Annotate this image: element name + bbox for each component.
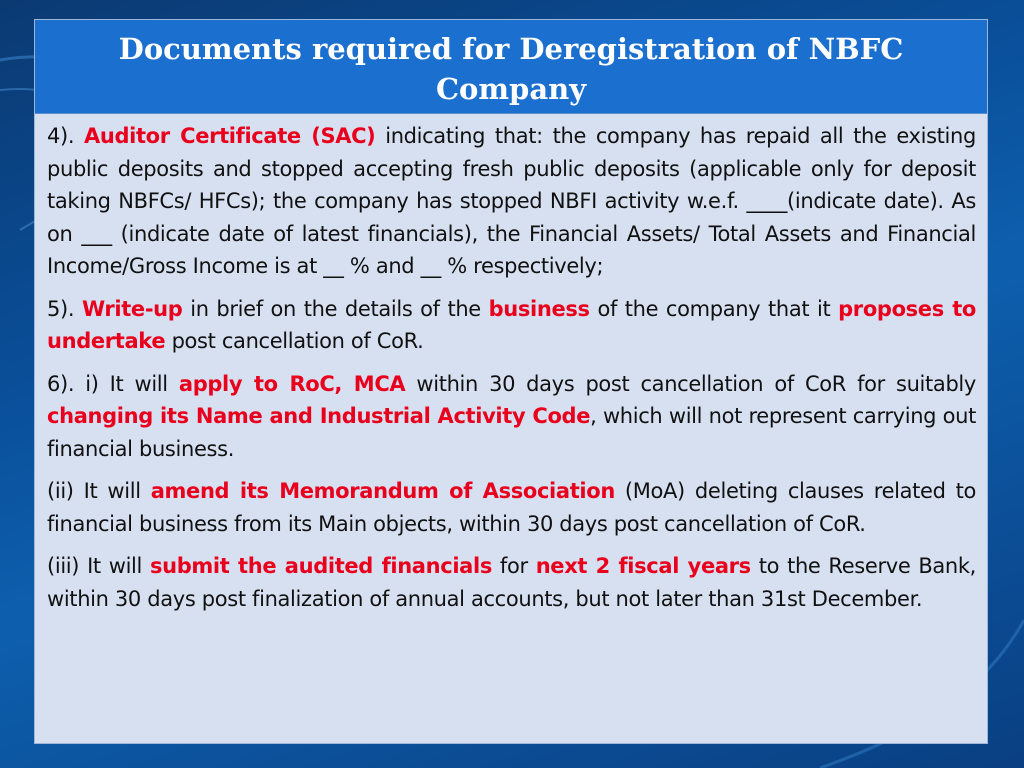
text-segment: to the Reserve Bank, within 30 days post finalization of annual accounts, but not later than 31st December.: [47, 554, 976, 611]
highlight-apply-roc: apply to RoC, MCA: [178, 371, 406, 396]
text-segment: post cancellation of CoR.: [165, 329, 424, 353]
paragraph-submit-financials: [47, 550, 976, 615]
text-segment: (MoA) deleting clauses related to financial business from its Main objects, within 30 days post cancellation of CoR.: [47, 479, 976, 536]
text-segment: , which will not represent carrying out financial business.: [47, 404, 976, 461]
text-segment: within 30 days post cancellation of CoR for suitably: [405, 371, 976, 396]
slide-title: Documents required for Deregistration of NBFC Company: [118, 31, 904, 106]
text-segment: of the company that it: [589, 296, 839, 321]
highlight-write-up: Write-up: [81, 296, 183, 321]
paragraph-amend-moa: [47, 475, 976, 540]
slide-frame: [34, 19, 988, 744]
text-segment: in brief on the details of the: [182, 296, 489, 321]
paragraph-auditor-certificate: [47, 120, 976, 283]
highlight-business: business: [488, 296, 590, 321]
text-segment: (iii) It will: [47, 554, 150, 578]
text-segment: for: [492, 554, 536, 578]
highlight-submit-financials: submit the audited financials: [149, 554, 492, 578]
text-segment: 6). i) It will: [47, 371, 179, 396]
paragraph-write-up: [47, 293, 976, 358]
highlight-next-2-fiscal-years: next 2 fiscal years: [535, 554, 751, 578]
text-segment: indicating that: the company has repaid all the existing public deposits and stopped accepting fresh public deposits (applicable only for deposit taking NBFCs/ HFCs); the company has stopped NBFI activity w.e.f. ____(indicate date). As on ___ (indicate date of latest financials), the Financial Assets/ Total Assets and Financial Income/Gross Income is at __ % and __ % respectively;: [47, 124, 976, 278]
highlight-auditor-certificate: Auditor Certificate (SAC): [83, 124, 376, 148]
paragraph-apply-roc: [47, 368, 976, 466]
content-area: [35, 114, 987, 615]
highlight-proposes-to-undertake: proposes to undertake: [47, 296, 976, 353]
highlight-amend-moa: amend its Memorandum of Association: [150, 479, 615, 503]
text-segment: 4).: [47, 124, 84, 148]
highlight-changing-name: changing its Name and Industrial Activity Code: [47, 404, 591, 428]
title-bar: [35, 20, 987, 114]
text-segment: 5).: [47, 296, 82, 321]
text-segment: (ii) It will: [47, 479, 151, 503]
